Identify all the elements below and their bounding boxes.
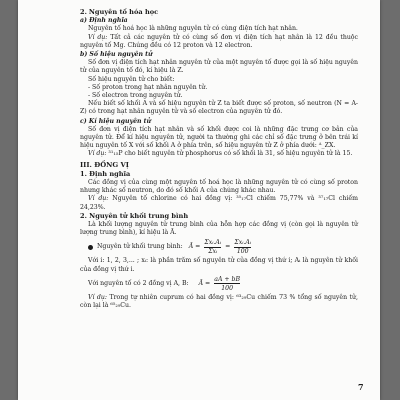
subsection-a-title: a) Định nghĩa [80, 17, 128, 25]
fraction-1 [204, 239, 221, 255]
two-isotope-row [88, 276, 358, 292]
two-isotope-formula [199, 276, 240, 292]
subsection-2-example [80, 294, 358, 310]
example-text: ³¹₁₅P cho biết nguyên tử phosphorus có số khối là 31, số hiệu nguyên tử là 15. [108, 150, 353, 158]
example-label: Ví dụ: [88, 293, 107, 301]
subsection-2-title: 2. Nguyên tử khối trung bình [80, 211, 189, 220]
section-2-heading [80, 8, 358, 16]
subsection-1-title: 1. Định nghĩa [80, 169, 131, 178]
fraction-3-denominator: 100 [221, 284, 234, 292]
subsection-b-item1: - Số proton trong hạt nhân nguyên tử. [88, 83, 208, 91]
bullet-icon [88, 245, 93, 250]
subsection-a-example [80, 34, 358, 50]
fraction-2 [234, 239, 251, 255]
formula-lhs: Ā = [188, 243, 201, 251]
subsection-2-text: Là khối lượng nguyên tử trung bình của hỗn hợp các đồng vị (còn gọi là nguyên tử lượng trung bình), kí hiệu là Ā. [80, 221, 358, 237]
page-number: 7 [358, 382, 364, 392]
example-label: Ví dụ: [88, 150, 107, 158]
formula-note: Với i: 1, 2, 3,... ; xᵢ: là phần trăm số nguyên tử của đồng vị thứ i; Aᵢ là nguyên tử khối của đồng vị thứ i. [80, 257, 358, 273]
page-content [80, 8, 358, 310]
subsection-a-text: Nguyên tố hoá học là những nguyên tử có cùng điện tích hạt nhân. [88, 25, 298, 33]
example-text: Nguyên tố chlorine có hai đồng vị: ³⁵₁₇Cl chiếm 75,77% và ³⁷₁₇Cl chiếm 24,23%. [80, 195, 358, 211]
fraction-1-numerator: Σxᵢ.Aᵢ [204, 239, 222, 247]
section-2-number: 2. [80, 8, 87, 16]
subsection-b-item2: - Số electron trong nguyên tử. [88, 92, 183, 100]
example-text: Tất cả các nguyên tử có cùng số đơn vị điện tích hạt nhân là 12 đều thuộc nguyên tố Mg. Chúng đều có 12 proton và 12 electron. [80, 33, 358, 49]
subsection-c-text: Số đơn vị điện tích hạt nhân và số khối được coi là những đặc trưng cơ bản của nguyên tử. Để kí hiệu nguyên tử, người ta thường ghi các chỉ số đặc trưng ở bên trái kí hiệu nguyên tố X với số khối A ở phía trên, số hiệu nguyên tử Z ở phía dưới: ᴬ_ZX. [80, 125, 358, 150]
average-mass-formula [189, 239, 251, 255]
example-text: Trong tự nhiên cuprum có hai đồng vị: ⁶³₂₉Cu chiếm 73 % tổng số nguyên tử, còn lại là ⁶⁵₂₉Cu. [80, 293, 358, 310]
formula2-lhs: Ā = [198, 279, 211, 287]
two-isotope-label: Với nguyên tố có 2 đồng vị A, B: [88, 279, 189, 287]
fraction-3 [214, 276, 240, 292]
section-2-title: Nguyên tố hóa học [88, 8, 159, 16]
book-page [18, 0, 380, 400]
subsection-1-text: Các đồng vị của cùng một nguyên tố hoá học là những nguyên tử có cùng số proton nhưng khác số neutron, do đó số khối A của chúng khác nhau. [80, 179, 358, 195]
section-3-heading: III. ĐỒNG VỊ [80, 160, 129, 169]
fraction-1-denominator: Σxᵢ [208, 248, 218, 256]
subsection-b-text: Số đơn vị điện tích hạt nhân nguyên tử của một nguyên tố được gọi là số hiệu nguyên tử của nguyên tố đó, kí hiệu là Z. [80, 59, 358, 75]
subsection-b-text3: Nếu biết số khối A và số hiệu nguyên tử Z ta biết được số proton, số neutron (N = A- Z) có trong hạt nhân nguyên tử và số electron của nguyên tử đó. [80, 100, 358, 116]
subsection-c-example [80, 150, 358, 158]
subsection-b-text2: Số hiệu nguyên tử cho biết: [88, 75, 175, 83]
fraction-2-denominator: 100 [236, 248, 249, 256]
fraction-2-numerator: Σxᵢ.Aᵢ [234, 239, 252, 247]
subsection-1-example [80, 195, 358, 211]
subsection-c-title: c) Kí hiệu nguyên tử [80, 117, 152, 125]
formula-label: Nguyên tử khối trung bình: [97, 243, 183, 251]
subsection-b-title: b) Số hiệu nguyên tử [80, 51, 153, 59]
fraction-3-numerator: aA + bB [214, 275, 241, 283]
formula-equals: = [225, 243, 231, 251]
example-label: Ví dụ: [88, 33, 108, 41]
formula-row [88, 239, 358, 255]
example-label: Ví dụ: [88, 195, 109, 203]
